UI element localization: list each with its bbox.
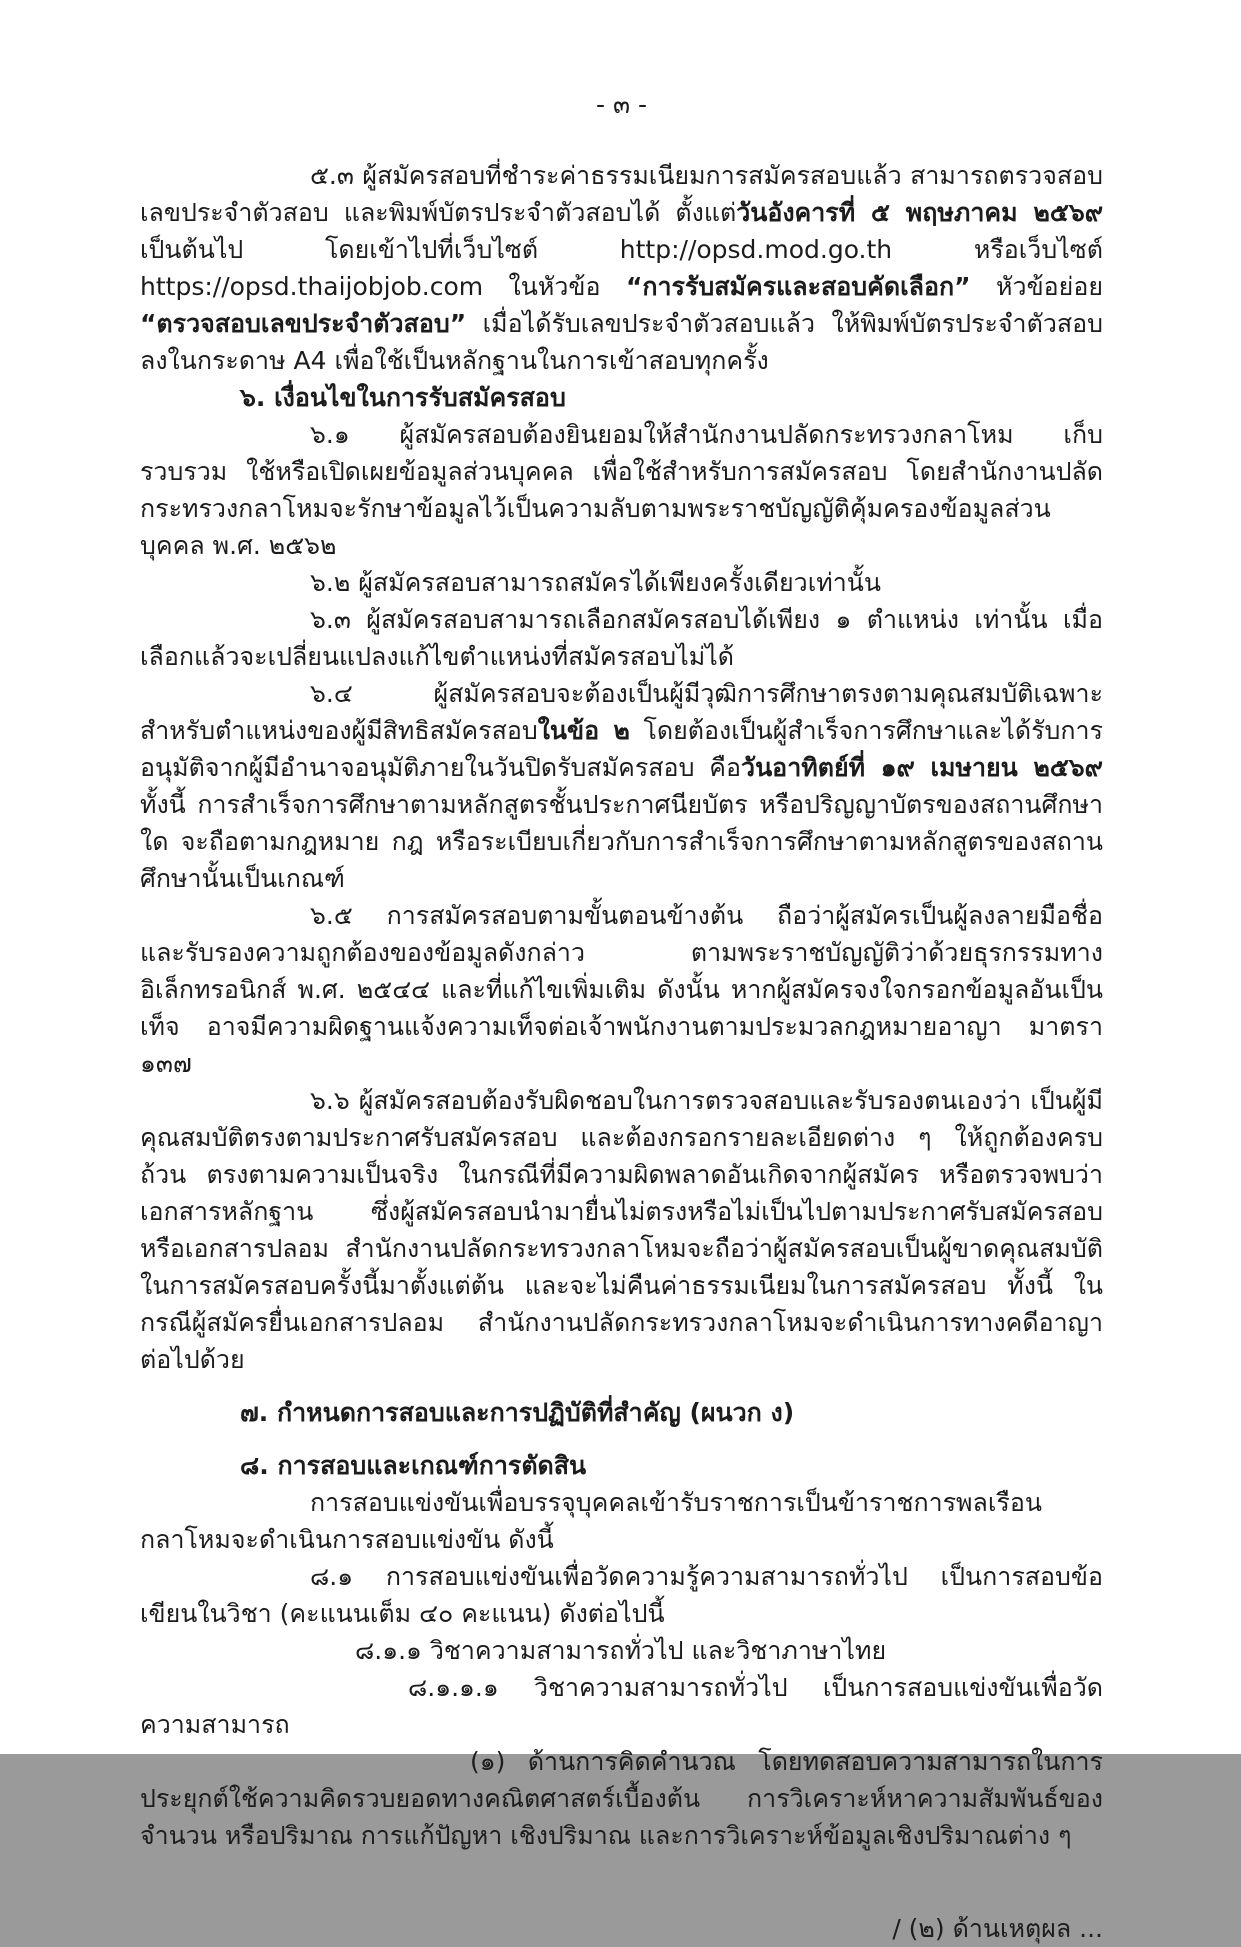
text-run: ๘.๑.๑ วิชาความสามารถทั่วไป และวิชาภาษาไทย (355, 1636, 887, 1665)
text-run: โดยต้องเป็นผู้สำเร็จการศึกษาและได้รับการอนุมัติจากผู้มีอำนาจอนุมัติภายในวันปิดรับสมัครสอบ คือ (140, 716, 1103, 782)
emphasized-text-run: ๗. กำหนดการสอบและการปฏิบัติที่สำคัญ (ผนวก ง) (240, 1398, 795, 1427)
emphasized-text-run: วันอาทิตย์ที่ ๑๙ เมษายน ๒๕๖๙ (741, 753, 1103, 782)
text-run: เป็นต้นไป โดยเข้าไปที่เว็บไซต์ http://opsd.mod.go.th หรือเว็บไซต์ https://opsd.thaijobjob.com ในหัวข้อ (140, 235, 1103, 301)
emphasized-text-run: ๖. เงื่อนไขในการรับสมัครสอบ (240, 383, 566, 412)
text-run: เมื่อได้รับเลขประจำตัวสอบแล้ว ให้พิมพ์บัตรประจำตัวสอบลงในกระดาษ A4 เพื่อใช้เป็นหลักฐานในการเข้าสอบทุกครั้ง (140, 309, 1103, 375)
text-run: ๖.๕ การสมัครสอบตามขั้นตอนข้างต้น ถือว่าผู้สมัครเป็นผู้ลงลายมือชื่อ และรับรองความถูกต้องของข้อมูลดังกล่าว ตามพระราชบัญญัติว่าด้วยธุรกรรมทางอิเล็กทรอนิกส์ พ.ศ. ๒๕๔๔ และที่แก้ไขเพิ่มเติม ดังนั้น หากผู้สมัครจงใจกรอกข้อมูลอันเป็นเท็จ อาจมีความผิดฐานแจ้งความเท็จต่อเจ้าพนักงานตามประมวลกฎหมายอาญา มาตรา ๑๓๗ (140, 901, 1103, 1078)
text-run: ทั้งนี้ การสำเร็จการศึกษาตามหลักสูตรชั้นประกาศนียบัตร หรือปริญญาบัตรของสถานศึกษาใด จะถือตามกฎหมาย กฎ หรือระเบียบเกี่ยวกับการสำเร็จการศึกษาตามหลักสูตรของสถานศึกษานั้นเป็นเกณฑ์ (140, 790, 1103, 893)
paragraph-6-3 (140, 601, 1103, 675)
emphasized-text-run: “การรับสมัครและสอบคัดเลือก” (625, 272, 971, 301)
emphasized-text-run: ๘. การสอบและเกณฑ์การตัดสิน (240, 1451, 587, 1480)
paragraph-8-1-1-1 (140, 1669, 1103, 1743)
heading-section-6 (140, 379, 1103, 416)
text-run: การสอบแข่งขันเพื่อบรรจุบุคคลเข้ารับราชการเป็นข้าราชการพลเรือนกลาโหมจะดำเนินการสอบแข่งขัน ดังนี้ (140, 1488, 1042, 1554)
paragraph-5-3 (140, 157, 1103, 379)
text-run: ๖.๔ ผู้สมัครสอบจะต้องเป็นผู้มีวุฒิการศึกษาตรงตามคุณสมบัติเฉพาะสำหรับตำแหน่งของผู้มีสิทธิสมัครสอบ (140, 679, 1103, 745)
paragraph-6-6 (140, 1082, 1103, 1378)
text-run: ๖.๖ ผู้สมัครสอบต้องรับผิดชอบในการตรวจสอบและรับรองตนเองว่า เป็นผู้มีคุณสมบัติตรงตามประกาศรับสมัครสอบ และต้องกรอกรายละเอียดต่าง ๆ ให้ถูกต้องครบถ้วน ตรงตามความเป็นจริง ในกรณีที่มีความผิดพลาดอันเกิดจากผู้สมัคร หรือตรวจพบว่าเอกสารหลักฐาน ซึ่งผู้สมัครสอบนำมายื่นไม่ตรงหรือไม่เป็นไปตามประกาศรับสมัครสอบ หรือเอกสารปลอม สำนักงานปลัดกระทรวงกลาโหมจะถือว่าผู้สมัครสอบเป็นผู้ขาดคุณสมบัติในการสมัครสอบครั้งนี้มาตั้งแต่ต้น และจะไม่คืนค่าธรรมเนียมในการสมัครสอบ ทั้งนี้ ในกรณีผู้สมัครยื่นเอกสารปลอม สำนักงานปลัดกระทรวงกลาโหมจะดำเนินการทางคดีอาญาต่อไปด้วย (140, 1086, 1103, 1374)
emphasized-text-run: วันอังคารที่ ๕ พฤษภาคม ๒๕๖๙ (736, 198, 1103, 227)
paragraph-6-2 (140, 564, 1103, 601)
text-run: ๘.๑.๑.๑ วิชาความสามารถทั่วไป เป็นการสอบแข่งขันเพื่อวัดความสามารถ (140, 1673, 1103, 1739)
paragraph-6-1 (140, 416, 1103, 564)
text-run: หัวข้อย่อย (970, 272, 1103, 301)
heading-section-8 (140, 1447, 1103, 1484)
text-run: ๘.๑ การสอบแข่งขันเพื่อวัดความรู้ความสามารถทั่วไป เป็นการสอบข้อเขียนในวิชา (คะแนนเต็ม ๔๐ คะแนน) ดังต่อไปนี้ (140, 1562, 1103, 1628)
continuation-note: / (๒) ด้านเหตุผล ... (892, 1914, 1103, 1943)
emphasized-text-run: “ตรวจสอบเลขประจำตัวสอบ” (140, 309, 467, 338)
paragraph-8-1-1 (140, 1632, 1103, 1669)
paragraph-8-1 (140, 1558, 1103, 1632)
paragraph-item-1 (140, 1743, 1103, 1854)
text-run: ๖.๓ ผู้สมัครสอบสามารถเลือกสมัครสอบได้เพียง ๑ ตำแหน่ง เท่านั้น เมื่อเลือกแล้วจะเปลี่ยนแปลงแก้ไขตำแหน่งที่สมัครสอบไม่ได้ (140, 605, 1103, 671)
emphasized-text-run: ในข้อ ๒ (537, 716, 630, 745)
text-run: ๖.๒ ผู้สมัครสอบสามารถสมัครได้เพียงครั้งเดียวเท่านั้น (310, 568, 881, 597)
text-run: (๑) ด้านการคิดคำนวณ โดยทดสอบความสามารถในการประยุกต์ใช้ความคิดรวบยอดทางคณิตศาสตร์เบื้องต้น การวิเคราะห์หาความสัมพันธ์ของจำนวน หรือปริมาณ การแก้ปัญหา เชิงปริมาณ และการวิเคราะห์ข้อมูลเชิงปริมาณต่าง ๆ (140, 1747, 1103, 1850)
text-run: ๕.๓ ผู้สมัครสอบที่ชำระค่าธรรมเนียมการสมัครสอบแล้ว สามารถตรวจสอบเลขประจำตัวสอบ และพิมพ์บัตรประจำตัวสอบได้ ตั้งแต่ (140, 161, 1103, 227)
text-run: ๖.๑ ผู้สมัครสอบต้องยินยอมให้สำนักงานปลัดกระทรวงกลาโหม เก็บรวบรวม ใช้หรือเปิดเผยข้อมูลส่วนบุคคล เพื่อใช้สำหรับการสมัครสอบ โดยสำนักงานปลัดกระทรวงกลาโหมจะรักษาข้อมูลไว้เป็นความลับตามพระราชบัญญัติคุ้มครองข้อมูลส่วนบุคคล พ.ศ. ๒๕๖๒ (140, 420, 1103, 560)
page-number: - ๓ - (595, 90, 648, 119)
paragraph-8-intro (140, 1484, 1103, 1558)
paragraph-6-5 (140, 897, 1103, 1082)
paragraph-6-4 (140, 675, 1103, 897)
heading-section-7 (140, 1394, 1103, 1431)
